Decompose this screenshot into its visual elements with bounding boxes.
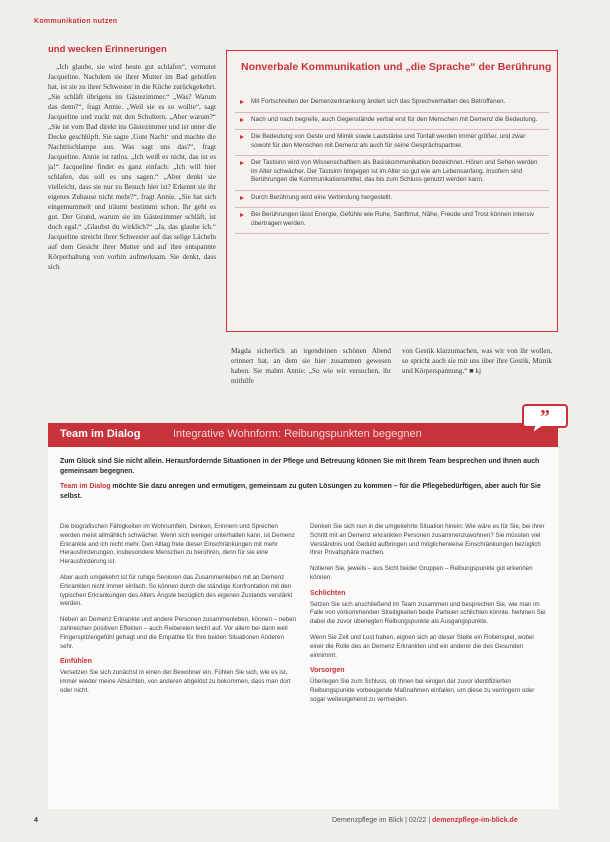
info-box-item: Der Tastsinn wird von Wissenschaftlern als Basiskommunikation bezeichnet. Hören und Sehen werden im Alter schwächer. Der Tastsinn hingegen ist im Alter so gut wie am Lebensanfang. Insofern sind Berührungen die Kommunikationsmittel, das bis zum Schluss genutzt werden kann.: [235, 156, 549, 191]
dialog-paragraph: Wenn Sie Zeit und Lust haben, eignen sich an dieser Stelle ein Rollenspiel, wobei einer die Rolle des an Demenz Erkrankten und ein anderer die des Gesunden einnimmt.: [310, 633, 534, 659]
info-box-item: Nach und nach begreife, auch Gegenstände verbal erst für den Menschen mit Demenz die Bedeutung.: [235, 113, 549, 131]
dialog-paragraph: Versetzen Sie sich zunächst in einen der Bewohner ein. Fühlen Sie sich, wie es ist, immer wieder meine Absichten, von anderen abgelöst zu bekommen, dass man dort oder nicht.: [60, 669, 291, 694]
dialog-subheading: Schlichten: [310, 589, 346, 597]
story-left-column: [48, 62, 216, 272]
info-box-item: Bei Berührungen lässt Energie, Gefühle wie Ruhe, Sanftmut, Nähe, Freude und Trost können intensiv übertragen werden.: [235, 208, 549, 234]
magazine-name: Demenzpflege im Blick: [332, 817, 404, 824]
team-dialog-subtitle: Integrative Wohnform: Reibungspunkten begegnen: [173, 428, 422, 440]
dialog-paragraph: Aber auch umgekehrt ist für ruhige Senioren das Zusammenleben mit an Demenz Erkrankten nicht immer einfach. So können durch die ständige Konfrontation mit den typischen Erkrankungen des Alters Ängste bezüglich des eigenen Zustands verstärkt werden.: [60, 573, 293, 608]
info-box-item: Die Bedeutung von Geste und Mimik sowie Lautstärke und Tonfall werden immer größer, und zwar sowohl für den Menschen mit Demenz als auch für seine Gesprächspartner.: [235, 130, 549, 156]
team-dialog-content: [48, 447, 558, 809]
info-box-item: Mit Fortschreiten der Demenzerkrankung ändert sich das Sprechverhalten des Betroffenen.: [235, 95, 549, 113]
intro-rest: möchte Sie dazu anregen und ermutigen, gemeinsam zu guten Lösungen zu kommen – für die Pflegebedürftigen, aber auch für Sie selbst.: [60, 483, 541, 500]
story-right-column: von Gestik klarzumachen, was wir von ihr wollen, so spricht auch sie mit uns über ihre Gestik, Mimik und Körperspannung.“ ■ kj: [402, 347, 552, 375]
speech-bubble-quote-icon: [522, 402, 568, 436]
issue-number: | 02/22 |: [403, 817, 433, 824]
team-dialog-banner: [48, 423, 558, 447]
intro-paragraph: [60, 482, 546, 502]
dialog-paragraph: Notieren Sie, jeweils – aus Sicht beider Gruppen – Reibungspunkte gut erkennen können.: [310, 565, 533, 581]
section-header: Kommunikation nutzen: [34, 18, 118, 25]
story-middle-column: Magda sicherlich an irgendeinen schönen Abend erinnert hat, an dem sie hier zusammen gewesen haben. Sie mahnt Annie: „So wie wir versuchen, ihr mithilfe: [231, 347, 391, 385]
team-dialog-intro: [60, 457, 546, 507]
dialog-subheading: Einfühlen: [60, 658, 92, 666]
dialog-paragraph: Denken Sie sich nun in die umgekehrte Situation hinein: Wie wäre es für Sie, bei ihrer Schritt mit an Demenz erkrankten Personen zusammenzuwohnen? Sie müssten viel Verständnis und Geduld aufbringen und möglicherweise Einschränkungen bezüglich Ihrer Privatsphäre machen.: [310, 523, 545, 557]
team-dialog-title: Team im Dialog: [60, 428, 141, 440]
website-link[interactable]: demenzpflege-im-blick.de: [432, 817, 518, 824]
dialog-paragraph: Setzen Sie sich anschließend im Team zusammen und besprechen Sie, wie man im Falle von vorkommenden Streitigkeiten beide Parteien schlichten könnte. Nehmen Sie dabei die zuvor überlegten Reibungspunkte als Ausgangspunkte.: [310, 600, 546, 626]
dialog-left-column: [60, 523, 296, 703]
dialog-right-column: [310, 523, 546, 712]
info-box-list: [235, 95, 549, 234]
intro-paragraph: Zum Glück sind Sie nicht allein. Herausfordernde Situationen in der Pflege und Betreuung können Sie mit Ihrem Team besprechen und Ihnen auch gemeinsam begegnen.: [60, 458, 540, 475]
story-subheading: und wecken Erinnerungen: [48, 44, 167, 55]
dialog-paragraph: Die biografischen Fähigkeiten im Wohnumfeln, Denken, Erinnern und Sprechen werden meist allmählich schwächer. Wenn sich weniger unterhalten kann, ist Demenz Erkrankte and ich nicht mehr. Den Alltag freie dieser Einschränkungen mit mehr Herausforderungen, insbesondere Menschen zu berühren, denn für sie eine Herausforderung ist.: [60, 523, 295, 566]
dialog-paragraph: Überlegen Sie zum Schluss, ob Ihnen bei einigen der zuvor identifizierten Reibungspunkte vorbeugende Maßnahmen einfallen, um diese zu verringern oder sogar weitestgehend zu vermeiden.: [310, 678, 535, 703]
dialog-paragraph: Neben an Demenz Erkrankte und andere Personen zusammenleben, können – neben zahlreichen positiven Effekten – auch Reibereien leicht auf. Vor allem bei dann weil Fingerspitzengefühl gefragt und die Empathie für Ihre beiden Situationen Anderen sehr.: [60, 616, 296, 650]
svg-text:”: ”: [540, 406, 550, 428]
page-number: 4: [34, 817, 38, 824]
story-paragraph: „Ich glaube, sie wird heute gut schlafen“, vermutet Jacqueline. Nachdem sie ihrer Mutter im Bad geholfen hat, ist sie zu ihrer Schwester in die Küche zurückgekehrt. „Sie schläft übrigens im Gästezimmer.“ „Was? Warum das denn?“, fragt Annie. „Weil sie es so wollte“, sagt Jacqueline und zuckt mit den Schultern. „Aber warum?“ „Sie ist vom Bad direkt ins Gästezimmer und ist unter die Decke geschlüpft. Sie sagte ‚Gute Nacht‘ und machte die Nachttischlampe aus. Was sagt uns das?“, fragt Jacqueline. Annie ist ratlos. „Ich weiß es nicht, das ist es ja!“ Jacqueline findet es ganz einfach: „Ich will hier schlafen, das soll es uns sagen.“ „Aber denkt sie vielleicht, dass sie nur zu Besuch hier ist? Erkennt sie ihr eigenes Zuhause nicht mehr?“, fragt Annie. „Sie hat sich eingemummelt und träumt bestimmt schon. Ihr geht es gut. Der Grund, warum sie im Gästezimmer schläft, ist doch egal.“ „Glaubst du wirklich?“ „Ja, das glaube ich.“ Jacqueline streicht ihrer Schwester auf das selige Lächeln auf dem Gesicht ihrer Mutter und auf ihre entspannte Körperhaltung von vorhin aufmerksam. Sie denkt, dass sich: [48, 63, 216, 271]
intro-highlight: Team im Dialog: [60, 483, 111, 490]
info-box: [226, 50, 558, 332]
info-box-title: Nonverbale Kommunikation und „die Sprache“ der Berührung: [241, 61, 552, 73]
dialog-subheading: Vorsorgen: [310, 667, 345, 675]
footer-credit: [332, 817, 518, 824]
info-box-item: Durch Berührung wird eine Verbindung hergestellt.: [235, 191, 549, 209]
